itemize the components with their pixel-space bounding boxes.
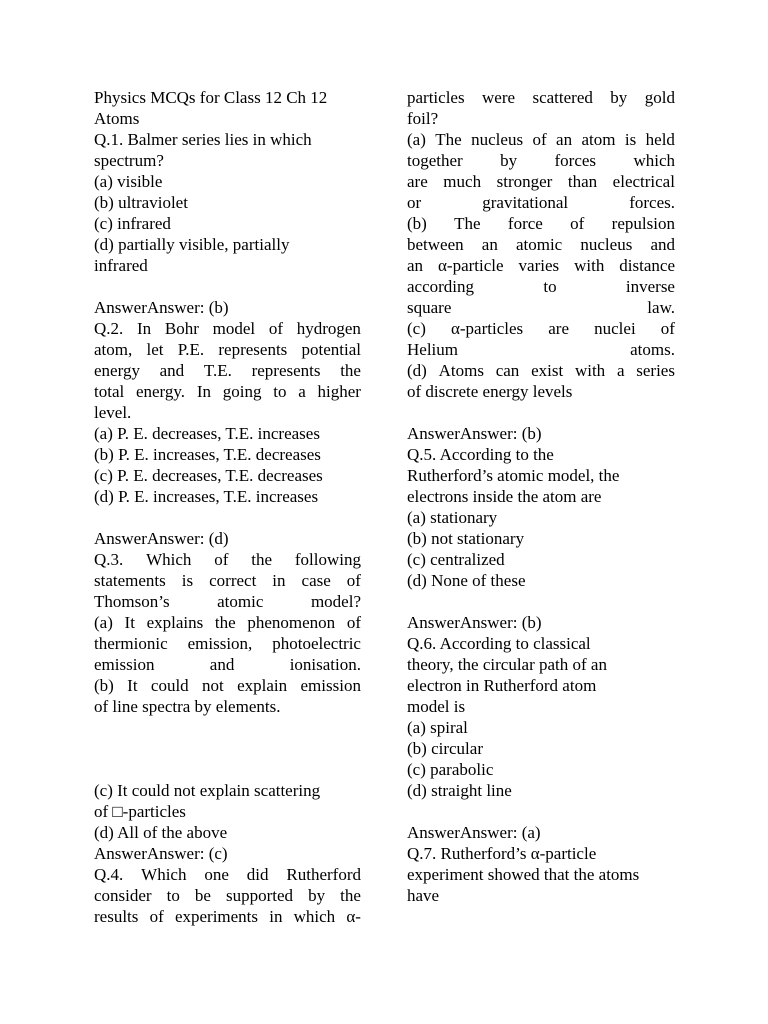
word: (a)	[94, 613, 113, 632]
text-line: Q.7. Rutherford’s α-particle	[407, 844, 597, 863]
word: atom	[581, 130, 616, 149]
word: particles	[407, 88, 465, 107]
word: nucleus	[580, 235, 633, 254]
word: the	[251, 550, 273, 569]
text-line: (c) It could not explain scattering	[94, 781, 321, 800]
text-line: (d) All of the above	[94, 823, 228, 842]
text-line: spectrum?	[94, 151, 164, 170]
word: model?	[310, 592, 361, 611]
word: (d)	[407, 361, 427, 380]
word: It	[127, 676, 138, 695]
word: be	[194, 886, 211, 905]
blank-line	[94, 507, 361, 528]
text-line: experiment showed that the atoms	[407, 865, 640, 884]
word: a	[298, 382, 306, 401]
text-line: Atoms	[94, 109, 140, 128]
text-line	[407, 234, 675, 255]
word: square	[407, 298, 452, 317]
word: represents	[251, 361, 321, 380]
text-line	[407, 171, 675, 192]
text-line	[407, 129, 675, 150]
word: stronger	[496, 172, 553, 191]
word: are	[407, 172, 428, 191]
word: than	[567, 172, 598, 191]
word: which	[633, 151, 675, 170]
word: case	[301, 571, 331, 590]
text-line: Q.6. According to classical	[407, 634, 591, 653]
text-line	[94, 633, 361, 654]
text-line: have	[407, 886, 440, 905]
word: consider	[94, 886, 152, 905]
text-line	[407, 87, 675, 108]
text-line	[94, 549, 361, 570]
word: Q.2.	[94, 319, 124, 338]
word: gold	[644, 88, 675, 107]
text-line	[94, 906, 361, 927]
text-line	[407, 297, 675, 318]
word: of	[149, 907, 164, 926]
text-line: electron in Rutherford atom	[407, 676, 597, 695]
word: and	[209, 655, 235, 674]
word: of	[268, 319, 283, 338]
word: α-particle	[438, 256, 504, 275]
word: much	[443, 172, 482, 191]
word: Which	[146, 550, 192, 569]
text-line	[407, 255, 675, 276]
word: results	[94, 907, 139, 926]
blank-line	[407, 801, 675, 822]
word: not	[202, 676, 224, 695]
word: The	[435, 130, 462, 149]
word: forces	[554, 151, 597, 170]
word: model	[212, 319, 256, 338]
blank-line	[94, 276, 361, 297]
word: (a)	[407, 130, 426, 149]
word: gravitational	[482, 193, 569, 212]
word: thermionic	[94, 634, 168, 653]
text-line: of □-particles	[94, 802, 186, 821]
word: repulsion	[611, 214, 675, 233]
blank-line	[94, 717, 361, 738]
right-column	[407, 87, 675, 906]
word: of	[532, 130, 547, 149]
word: emission	[300, 676, 361, 695]
word: P.E.	[177, 340, 205, 359]
word: statements	[94, 571, 166, 590]
text-line	[407, 192, 675, 213]
word: following	[294, 550, 361, 569]
word: exist	[531, 361, 564, 380]
word: nuclei	[594, 319, 636, 338]
word: higher	[317, 382, 361, 401]
word: by	[308, 886, 326, 905]
word: α-	[346, 907, 361, 926]
word: hydrogen	[296, 319, 361, 338]
word: forces.	[629, 193, 675, 212]
blank-line	[407, 402, 675, 423]
word: and	[650, 235, 675, 254]
word: phenomenon	[247, 613, 336, 632]
text-line: (c) infrared	[94, 214, 171, 233]
word: is	[181, 571, 194, 590]
word: Atoms	[438, 361, 484, 380]
word: (b)	[94, 676, 114, 695]
text-line: (a) stationary	[407, 508, 498, 527]
word: emission	[94, 655, 155, 674]
text-line: (d) straight line	[407, 781, 512, 800]
word: The	[454, 214, 481, 233]
word: experiments	[174, 907, 259, 926]
text-line: (a) spiral	[407, 718, 468, 737]
text-line: (b) circular	[407, 739, 483, 758]
word: which	[293, 907, 336, 926]
text-line	[94, 612, 361, 633]
word: varies	[518, 256, 560, 275]
word: and	[159, 361, 185, 380]
text-line	[94, 360, 361, 381]
text-line	[94, 591, 361, 612]
word: an	[407, 256, 424, 275]
word: total	[94, 382, 125, 401]
text-line: (c) centralized	[407, 550, 505, 569]
text-line	[94, 570, 361, 591]
text-line: (d) None of these	[407, 571, 526, 590]
word: T.E.	[203, 361, 232, 380]
word: (b)	[407, 214, 427, 233]
word: Q.4.	[94, 865, 124, 884]
word: atomic	[217, 592, 264, 611]
text-line: (d) P. E. increases, T.E. increases	[94, 487, 319, 506]
word: an	[481, 235, 498, 254]
word: to	[273, 382, 287, 401]
word: were	[482, 88, 516, 107]
word: supported	[226, 886, 294, 905]
word: α-particles	[450, 319, 524, 338]
text-line: of line spectra by elements.	[94, 697, 281, 716]
word: represents	[218, 340, 288, 359]
word: Q.3.	[94, 550, 124, 569]
text-line: Rutherford’s atomic model, the	[407, 466, 620, 485]
word: Helium	[407, 340, 458, 359]
text-line	[94, 339, 361, 360]
text-line: (a) visible	[94, 172, 163, 191]
word: of	[660, 319, 675, 338]
word: in	[269, 907, 283, 926]
word: atoms.	[630, 340, 675, 359]
word: of	[214, 550, 229, 569]
text-line: theory, the circular path of an	[407, 655, 607, 674]
text-line: foil?	[407, 109, 439, 128]
word: It	[124, 613, 135, 632]
text-line	[94, 675, 361, 696]
word: to	[543, 277, 557, 296]
word: Bohr	[164, 319, 199, 338]
word: together	[407, 151, 463, 170]
word: the	[340, 886, 361, 905]
word: between	[407, 235, 464, 254]
word: emission,	[187, 634, 253, 653]
blank-line	[94, 759, 361, 780]
text-line: (c) parabolic	[407, 760, 494, 779]
text-line: model is	[407, 697, 466, 716]
word: held	[645, 130, 675, 149]
text-line	[407, 213, 675, 234]
text-line: (b) ultraviolet	[94, 193, 188, 212]
word: In	[196, 382, 211, 401]
word: explains	[146, 613, 204, 632]
text-line: infrared	[94, 256, 148, 275]
left-column	[94, 87, 361, 927]
word: according	[407, 277, 475, 296]
word: with	[574, 361, 606, 380]
word: an	[556, 130, 573, 149]
word: law.	[647, 298, 675, 317]
word: a	[616, 361, 625, 380]
text-line: Q.1. Balmer series lies in which	[94, 130, 312, 149]
text-line	[407, 318, 675, 339]
word: by	[610, 88, 628, 107]
text-line	[94, 885, 361, 906]
word: in	[272, 571, 286, 590]
text-line: Physics MCQs for Class 12 Ch 12	[94, 88, 328, 107]
text-line: (b) not stationary	[407, 529, 525, 548]
word: correct	[209, 571, 257, 590]
word: Rutherford	[286, 865, 361, 884]
word: the	[214, 613, 236, 632]
text-line: AnswerAnswer: (a)	[407, 823, 541, 842]
word: of	[346, 571, 361, 590]
word: Which	[141, 865, 187, 884]
text-line: AnswerAnswer: (b)	[407, 424, 542, 443]
text-line: Q.5. According to the	[407, 445, 554, 464]
word: could	[150, 676, 189, 695]
word: (c)	[407, 319, 426, 338]
word: potential	[301, 340, 361, 359]
text-line	[407, 276, 675, 297]
text-line: (b) P. E. increases, T.E. decreases	[94, 445, 321, 464]
word: In	[137, 319, 152, 338]
word: photoelectric	[272, 634, 361, 653]
word: distance	[619, 256, 675, 275]
word: atomic	[515, 235, 563, 254]
word: by	[500, 151, 518, 170]
text-line	[94, 654, 361, 675]
text-line: level.	[94, 403, 132, 422]
text-line: AnswerAnswer: (b)	[94, 298, 229, 317]
word: to	[166, 886, 180, 905]
text-line	[407, 360, 675, 381]
word: going	[222, 382, 262, 401]
word: of	[570, 214, 585, 233]
word: the	[340, 361, 361, 380]
word: with	[574, 256, 605, 275]
word: is	[624, 130, 637, 149]
text-line: AnswerAnswer: (b)	[407, 613, 542, 632]
text-line: AnswerAnswer: (c)	[94, 844, 228, 863]
word: force	[507, 214, 543, 233]
text-line	[407, 339, 675, 360]
word: atom,	[94, 340, 133, 359]
word: energy	[94, 361, 140, 380]
text-line	[407, 150, 675, 171]
word: did	[246, 865, 269, 884]
word: series	[636, 361, 675, 380]
word: electrical	[612, 172, 675, 191]
word: let	[146, 340, 164, 359]
blank-line	[407, 591, 675, 612]
word: are	[548, 319, 570, 338]
text-line: (a) P. E. decreases, T.E. increases	[94, 424, 320, 443]
text-line	[94, 381, 361, 402]
word: one	[204, 865, 229, 884]
word: or	[407, 193, 422, 212]
word: nucleus	[471, 130, 524, 149]
text-line: (c) P. E. decreases, T.E. decreases	[94, 466, 323, 485]
text-line	[94, 318, 361, 339]
word: explain	[237, 676, 288, 695]
text-line: of discrete energy levels	[407, 382, 573, 401]
text-line	[94, 864, 361, 885]
word: scattered	[532, 88, 593, 107]
blank-line	[94, 738, 361, 759]
word: inverse	[625, 277, 675, 296]
text-line: (d) partially visible, partially	[94, 235, 290, 254]
text-line: AnswerAnswer: (d)	[94, 529, 229, 548]
word: of	[346, 613, 361, 632]
word: can	[495, 361, 520, 380]
word: ionisation.	[289, 655, 361, 674]
word: energy.	[135, 382, 186, 401]
word: Thomson’s	[94, 592, 170, 611]
text-line: electrons inside the atom are	[407, 487, 602, 506]
